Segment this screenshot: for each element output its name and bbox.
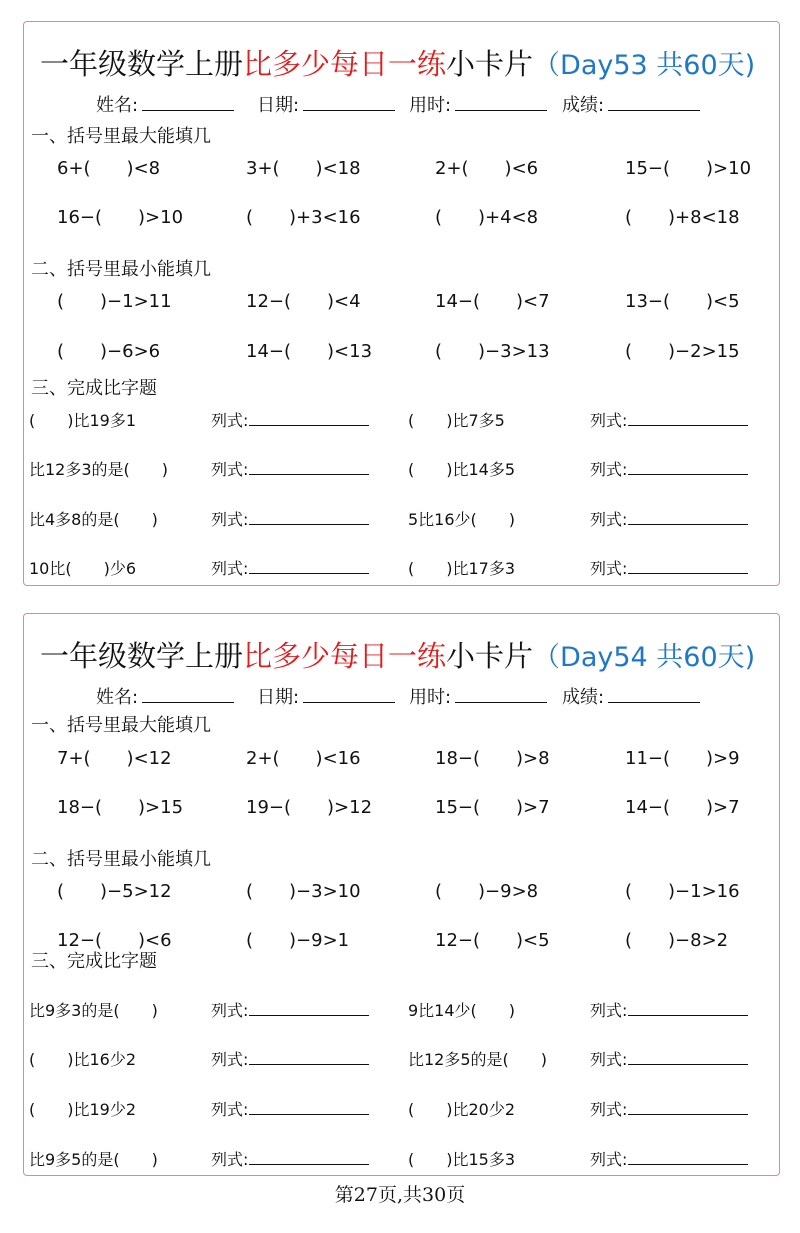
problem[interactable]: ( )+8<18: [625, 207, 740, 228]
info-date: 日期:: [257, 91, 395, 117]
formula-field[interactable]: 列式:: [590, 998, 748, 1021]
formula-field[interactable]: 列式:: [590, 408, 748, 431]
word-problem[interactable]: ( )比20少2: [408, 1100, 516, 1119]
practice-card-day53: [23, 21, 780, 586]
formula-field[interactable]: 列式:: [211, 1147, 369, 1170]
word-problem[interactable]: 比4多8的是( ): [29, 510, 158, 529]
problem[interactable]: 12−( )<6: [57, 930, 172, 951]
problem[interactable]: ( )−9>1: [246, 930, 350, 951]
problem[interactable]: 6+( )<8: [57, 158, 161, 179]
problem[interactable]: ( )−5>12: [57, 881, 172, 902]
word-problem[interactable]: 比12多5的是( ): [408, 1050, 548, 1069]
info-time: 用时:: [409, 683, 547, 709]
problem[interactable]: ( )−1>16: [625, 881, 740, 902]
formula-field[interactable]: 列式:: [590, 1097, 748, 1120]
word-problem[interactable]: ( )比19少2: [29, 1100, 137, 1119]
word-problem[interactable]: 10比( )少6: [29, 559, 137, 578]
problem[interactable]: 7+( )<12: [57, 748, 172, 769]
problem[interactable]: ( )−3>10: [246, 881, 361, 902]
formula-field[interactable]: 列式:: [590, 1147, 748, 1170]
problem[interactable]: 2+( )<16: [246, 748, 361, 769]
problem[interactable]: 12−( )<5: [435, 930, 550, 951]
section-2-heading: 二、括号里最小能填几: [31, 259, 211, 280]
formula-field[interactable]: 列式:: [590, 507, 748, 530]
info-time: 用时:: [409, 91, 547, 117]
problem[interactable]: 19−( )>12: [246, 797, 373, 818]
problem[interactable]: 13−( )<5: [625, 291, 740, 312]
word-problem[interactable]: 比12多3的是( ): [29, 460, 169, 479]
section-3-heading: 三、完成比字题: [31, 378, 157, 399]
formula-field[interactable]: 列式:: [211, 998, 369, 1021]
score-blank[interactable]: [608, 94, 700, 111]
word-problem[interactable]: 比9多3的是( ): [29, 1001, 158, 1020]
problem[interactable]: 15−( )>7: [435, 797, 550, 818]
date-blank[interactable]: [303, 94, 395, 111]
name-blank[interactable]: [142, 686, 234, 703]
formula-field[interactable]: 列式:: [211, 1047, 369, 1070]
formula-field[interactable]: 列式:: [211, 1097, 369, 1120]
card-title: 一年级数学上册比多少每日一练小卡片（Day53 共60天): [40, 47, 756, 81]
info-name: 姓名:: [96, 91, 234, 117]
time-blank[interactable]: [455, 94, 547, 111]
problem[interactable]: ( )−9>8: [435, 881, 539, 902]
formula-field[interactable]: 列式:: [211, 457, 369, 480]
section-1-heading: 一、括号里最大能填几: [31, 715, 211, 736]
problem[interactable]: 14−( )>7: [625, 797, 740, 818]
info-score: 成绩:: [562, 91, 700, 117]
word-problem[interactable]: ( )比16少2: [29, 1050, 137, 1069]
problem[interactable]: 18−( )>15: [57, 797, 184, 818]
problem[interactable]: ( )+3<16: [246, 207, 361, 228]
word-problem[interactable]: ( )比15多3: [408, 1150, 516, 1169]
section-2-heading: 二、括号里最小能填几: [31, 849, 211, 870]
section-3-heading: 三、完成比字题: [31, 951, 157, 972]
problem[interactable]: ( )−8>2: [625, 930, 729, 951]
name-blank[interactable]: [142, 94, 234, 111]
problem[interactable]: 11−( )>9: [625, 748, 740, 769]
problem[interactable]: ( )−1>11: [57, 291, 172, 312]
problem[interactable]: ( )−3>13: [435, 341, 550, 362]
formula-field[interactable]: 列式:: [211, 507, 369, 530]
problem[interactable]: ( )−6>6: [57, 341, 161, 362]
section-1-heading: 一、括号里最大能填几: [31, 126, 211, 147]
problem[interactable]: 14−( )<13: [246, 341, 373, 362]
problem[interactable]: 15−( )>10: [625, 158, 752, 179]
page-footer: 第27页,共30页: [334, 1184, 466, 1206]
formula-field[interactable]: 列式:: [590, 556, 748, 579]
word-problem[interactable]: ( )比19多1: [29, 411, 137, 430]
word-problem[interactable]: ( )比17多3: [408, 559, 516, 578]
formula-field[interactable]: 列式:: [590, 457, 748, 480]
problem[interactable]: ( )+4<8: [435, 207, 539, 228]
word-problem[interactable]: 9比14少( ): [408, 1001, 516, 1020]
problem[interactable]: 18−( )>8: [435, 748, 550, 769]
date-blank[interactable]: [303, 686, 395, 703]
word-problem[interactable]: ( )比14多5: [408, 460, 516, 479]
formula-field[interactable]: 列式:: [211, 556, 369, 579]
problem[interactable]: 16−( )>10: [57, 207, 184, 228]
card-title: 一年级数学上册比多少每日一练小卡片（Day54 共60天): [40, 639, 756, 673]
problem[interactable]: 14−( )<7: [435, 291, 550, 312]
time-blank[interactable]: [455, 686, 547, 703]
info-date: 日期:: [257, 683, 395, 709]
word-problem[interactable]: 比9多5的是( ): [29, 1150, 158, 1169]
problem[interactable]: 2+( )<6: [435, 158, 539, 179]
word-problem[interactable]: ( )比7多5: [408, 411, 505, 430]
info-score: 成绩:: [562, 683, 700, 709]
info-name: 姓名:: [96, 683, 234, 709]
score-blank[interactable]: [608, 686, 700, 703]
practice-card-day54: [23, 613, 780, 1176]
problem[interactable]: 12−( )<4: [246, 291, 361, 312]
problem[interactable]: ( )−2>15: [625, 341, 740, 362]
formula-field[interactable]: 列式:: [211, 408, 369, 431]
formula-field[interactable]: 列式:: [590, 1047, 748, 1070]
problem[interactable]: 3+( )<18: [246, 158, 361, 179]
word-problem[interactable]: 5比16少( ): [408, 510, 516, 529]
